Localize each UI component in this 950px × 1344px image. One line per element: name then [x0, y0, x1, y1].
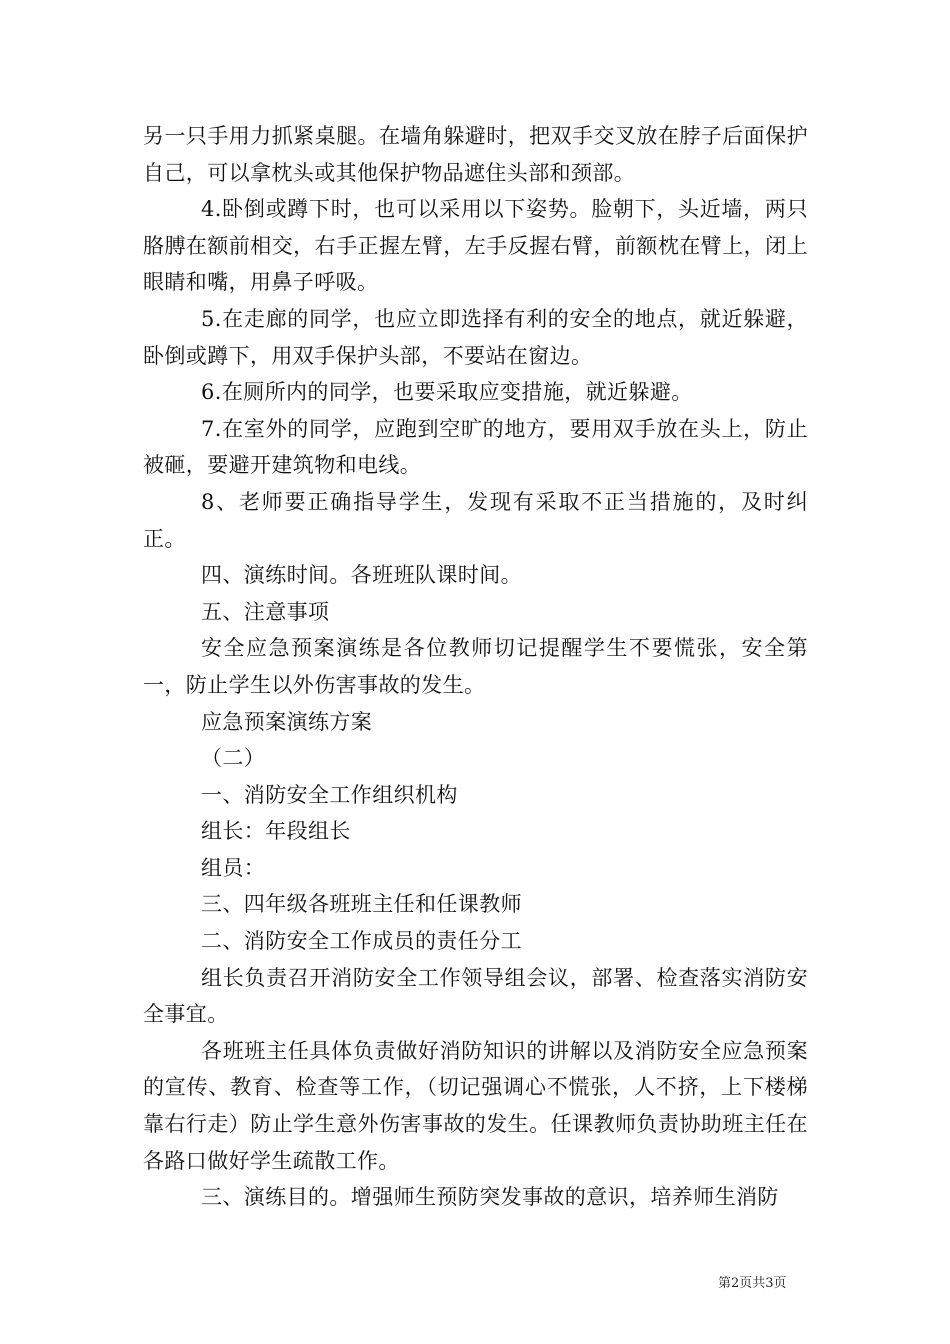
- section-heading: 二、消防安全工作成员的责任分工: [201, 929, 522, 954]
- section-heading: 五、注意事项: [201, 599, 330, 624]
- document-title: 应急预案演练方案: [201, 709, 373, 734]
- paragraph: 组员：: [201, 855, 266, 880]
- paragraph: 组长：年段组长: [201, 819, 351, 844]
- document-body: [143, 118, 808, 1216]
- paragraph: 组长负责召开消防安全工作领导组会议，部署、检查落实消防安全事宜。: [143, 965, 808, 1027]
- paragraph: 6.在厕所内的同学，也要采取应变措施，就近躲避。: [201, 380, 693, 405]
- paragraph: 7.在室外的同学，应跑到空旷的地方，要用双手放在头上，防止被砸，要避开建筑物和电线。: [143, 416, 808, 478]
- page-number: 第2页共3页: [718, 1276, 787, 1291]
- paragraph: 4.卧倒或蹲下时，也可以采用以下姿势。脸朝下，头近墙，两只胳膊在额前相交，右手正握左臂，左手反握右臂，前额枕在臂上，闭上眼睛和嘴，用鼻子呼吸。: [143, 197, 808, 295]
- paragraph: 另一只手用力抓紧桌腿。在墙角躲避时，把双手交叉放在脖子后面保护自己，可以拿枕头或其他保护物品遮住头部和颈部。: [143, 124, 808, 185]
- paragraph: 5.在走廊的同学，也应立即选择有利的安全的地点，就近躲避，卧倒或蹲下，用双手保护头部，不要站在窗边。: [143, 306, 808, 368]
- section-heading: 一、消防安全工作组织机构: [201, 782, 458, 807]
- document-subtitle: （二）: [201, 746, 266, 771]
- paragraph: 安全应急预案演练是各位教师切记提醒学生不要慌张，安全第一，防止学生以外伤害事故的发生。: [143, 636, 808, 697]
- paragraph: 各班班主任具体负责做好消防知识的讲解以及消防安全应急预案的宣传、教育、检查等工作，（切记强调心不慌张，人不挤，上下楼梯靠右行走）防止学生意外伤害事故的发生。任课教师负责协助班主任在各路口做好学生疏散工作。: [143, 1038, 808, 1173]
- paragraph: 三、演练目的。增强师生预防突发事故的意识，培养师生消防: [201, 1185, 779, 1210]
- paragraph: 8、老师要正确指导学生，发现有采取不正当措施的，及时纠正。: [143, 489, 808, 551]
- paragraph: 三、四年级各班班主任和任课教师: [201, 892, 522, 917]
- section-heading: 四、演练时间。各班班队课时间。: [201, 563, 522, 588]
